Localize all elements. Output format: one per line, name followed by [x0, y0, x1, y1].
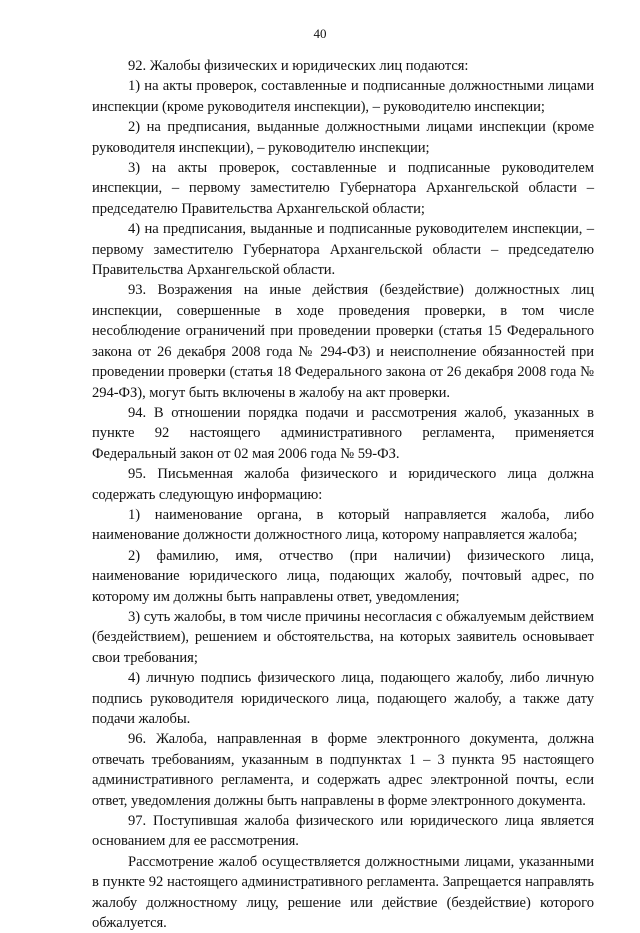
paragraph-92: 92. Жалобы физических и юридических лиц подаются: — [128, 58, 469, 74]
paragraph-94: 94. В отношении порядка подачи и рассмотрения жалоб, указанных в пункте 92 настоящего административного регламента, применяется Федеральный закон от 02 мая 2006 года № 59-ФЗ. — [92, 404, 594, 462]
paragraph-95: 95. Письменная жалоба физического и юридического лица должна содержать следующую информацию: — [92, 466, 594, 503]
paragraph-95-item-4: 4) личную подпись физического лица, подающего жалобу, либо личную подпись руководителя юридического лица, подающего жалобу, а также дату подачи жалобы. — [92, 670, 594, 727]
paragraph-92-item-4: 4) на предписания, выданные и подписанные руководителем инспекции, – первому заместителю Губернатора Архангельской области – председателю Правительства Архангельской области. — [92, 221, 594, 279]
paragraph-93: 93. Возражения на иные действия (бездействие) должностных лиц инспекции, совершенные в ходе проведения проверки, в том числе несоблюдение ограничений при проведении проверки (статья 15 Федерального закона от 26 декабря 2008 года № 294-ФЗ) и неисполнение обязанностей при проведении проверки (статья 18 Федерального закона от 26 декабря 2008 года № 294-ФЗ), могут быть включены в жалобу на акт проверки. — [92, 282, 594, 401]
paragraph-96: 96. Жалоба, направленная в форме электронного документа, должна отвечать требованиям, указанным в подпунктах 1 – 3 пункта 95 настоящего административного регламента, и содержать адрес электронной почты, если ответ, уведомления должны быть направлены в форме электронного документа. — [92, 731, 594, 809]
paragraph-97: 97. Поступившая жалоба физического или юридического лица является основанием для ее рассмотрения. — [92, 813, 594, 850]
paragraph-95-item-2: 2) фамилию, имя, отчество (при наличии) физического лица, наименование юридического лица, подающих жалобу, почтовый адрес, по которому им должны быть направлены ответ, уведомления; — [92, 547, 594, 605]
paragraph-92-item-1: 1) на акты проверок, составленные и подписанные должностными лицами инспекции (кроме руководителя инспекции), – руководителю инспекции; — [92, 78, 594, 115]
page-number: 40 — [313, 26, 327, 41]
paragraph-95-item-3: 3) суть жалобы, в том числе причины несогласия с обжалуемым действием (бездействием), решением и обстоятельства, на которых заявитель основывает свои требования; — [92, 608, 594, 666]
paragraph-95-item-1: 1) наименование органа, в который направляется жалоба, либо наименование должности должностного лица, которому направляется жалоба; — [92, 506, 594, 544]
document-body — [92, 56, 594, 933]
paragraph-97-continuation: Рассмотрение жалоб осуществляется должностными лицами, указанными в пункте 92 настоящего административного регламента. Запрещается направлять жалобу должностному лицу, решение или действие (бездействие) которого обжалуется. — [92, 853, 594, 932]
paragraph-92-item-2: 2) на предписания, выданные должностными лицами инспекции (кроме руководителя инспекции), – руководителю инспекции; — [92, 119, 594, 156]
paragraph-92-item-3: 3) на акты проверок, составленные и подписанные руководителем инспекции, – первому заместителю Губернатора Архангельской области – председателю Правительства Архангельской области; — [92, 160, 594, 217]
